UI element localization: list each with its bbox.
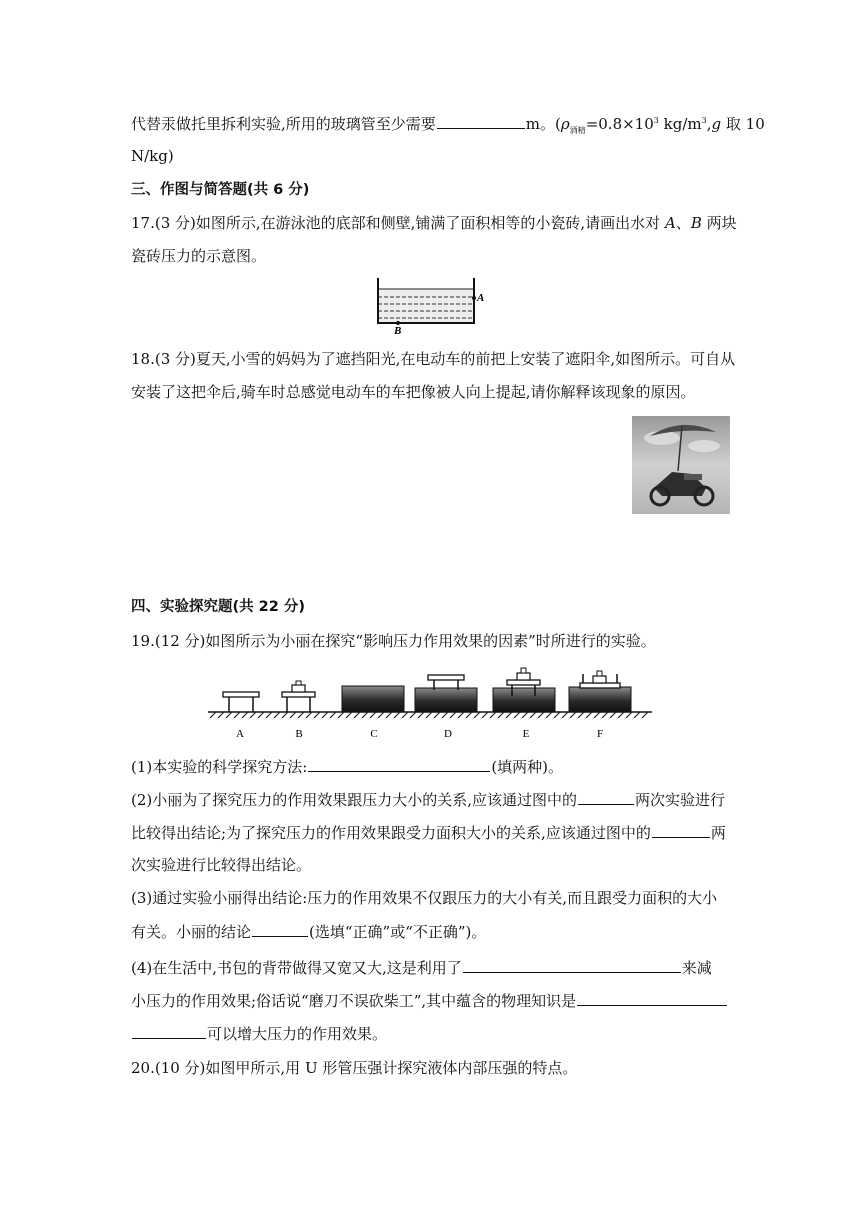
fig-label-a: A bbox=[477, 292, 485, 304]
q17-line1: 17.(3 分)如图所示,在游泳池的底部和侧壁,铺满了面积相等的小瓷砖,请画出水对 A、B 两块 bbox=[131, 214, 737, 232]
q19-part2-line2: 比较得出结论;为了探究压力的作用效果跟受力面积大小的关系,应该通过图中的 两 bbox=[131, 824, 726, 842]
ground-hatch bbox=[210, 712, 648, 718]
answer-blank[interactable] bbox=[308, 756, 490, 772]
section-heading-3: 三、作图与简答题(共 6 分) bbox=[131, 182, 310, 198]
q16-line1: 代替汞做托里拆利实验,所用的玻璃管至少需要 m。($\rho_{酒精}=0.8\times 10^3$ $kg/m^3,g$ 取 10 bbox=[131, 115, 765, 135]
q19-part3-line1: (3)通过实验小丽得出结论:压力的作用效果不仅跟压力的大小有关,而且跟受力面积的大小 bbox=[131, 889, 718, 907]
q17-line2: 瓷砖压力的示意图。 bbox=[131, 247, 267, 265]
pool-figure bbox=[370, 276, 492, 336]
fig-label-f: F bbox=[596, 728, 604, 740]
answer-blank[interactable] bbox=[437, 113, 525, 129]
q19-part4-line2: 小压力的作用效果;俗话说“磨刀不误砍柴工”,其中蕴含的物理知识是 bbox=[131, 990, 728, 1011]
q19-part1: (1)本实验的科学探究方法: (填两种)。 bbox=[131, 758, 564, 776]
answer-blank[interactable] bbox=[577, 990, 727, 1006]
setup-b-table-weight bbox=[282, 681, 315, 712]
answer-blank[interactable] bbox=[463, 957, 681, 973]
q19-intro: 19.(12 分)如图所示为小丽在探究“影响压力作用效果的因素”时所进行的实验。 bbox=[131, 632, 656, 650]
answer-blank[interactable] bbox=[132, 1023, 206, 1039]
fig-label-e: E bbox=[522, 728, 530, 740]
experiment-figure bbox=[206, 660, 656, 742]
q18-line1: 18.(3 分)夏天,小雪的妈妈为了遮挡阳光,在电动车的前把上安装了遮阳伞,如图所示。可自从 bbox=[131, 350, 736, 368]
scooter-umbrella-photo bbox=[632, 416, 730, 514]
answer-blank[interactable] bbox=[252, 921, 308, 937]
q19-part4-line3: 可以增大压力的作用效果。 bbox=[131, 1023, 387, 1044]
fig-label-b: B bbox=[394, 325, 402, 336]
q20-intro: 20.(10 分)如图甲所示,用 U 形管压强计探究液体内部压强的特点。 bbox=[131, 1059, 578, 1077]
fig-label-a: A bbox=[236, 728, 244, 740]
q18-line2: 安装了这把伞后,骑车时总感觉电动车的车把像被人向上提起,请你解释该现象的原因。 bbox=[131, 383, 696, 401]
answer-blank[interactable] bbox=[652, 822, 710, 838]
setup-f-sponge-inverted-table bbox=[569, 671, 631, 712]
answer-blank[interactable] bbox=[578, 789, 634, 805]
q16-line2: N/kg) bbox=[131, 147, 174, 165]
tile-a-dot bbox=[472, 296, 476, 300]
setup-e-sponge-table-weight bbox=[493, 668, 555, 712]
q19-part2-line3: 次实验进行比较得出结论。 bbox=[131, 856, 312, 874]
q19-part3-line2: 有关。小丽的结论 (选填“正确”或“不正确”)。 bbox=[131, 923, 487, 941]
fig-label-d: D bbox=[444, 728, 452, 740]
q19-part2-line1: (2)小丽为了探究压力的作用效果跟压力大小的关系,应该通过图中的 两次实验进行 bbox=[131, 791, 726, 809]
setup-c-sponge bbox=[342, 686, 404, 712]
setup-a-table bbox=[223, 692, 259, 712]
fig-label-c: C bbox=[370, 728, 378, 740]
setup-d-sponge-table bbox=[415, 675, 477, 712]
fig-label-b: B bbox=[295, 728, 303, 740]
section-heading-4: 四、实验探究题(共 22 分) bbox=[131, 599, 306, 615]
q19-part4-line1: (4)在生活中,书包的背带做得又宽又大,这是利用了 来减 bbox=[131, 959, 712, 977]
